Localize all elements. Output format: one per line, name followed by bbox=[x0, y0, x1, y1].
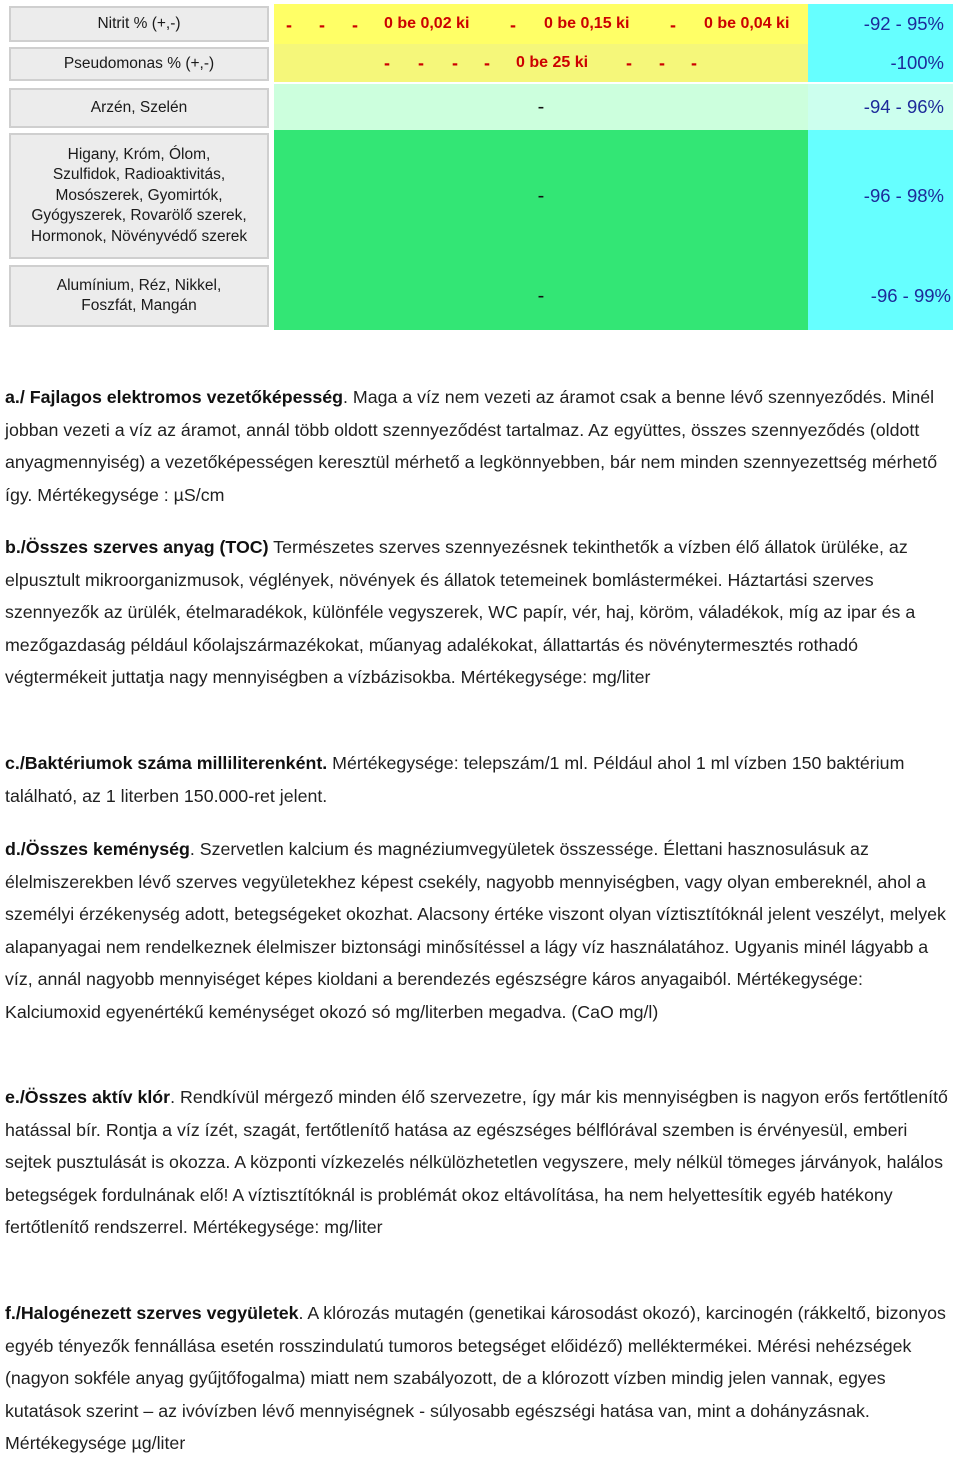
row-values-pseudomonas bbox=[274, 44, 808, 82]
section-prefix: d./ bbox=[5, 839, 26, 859]
section-title: Összes keménység bbox=[25, 839, 190, 859]
row-label-arzen: Arzén, Szelén bbox=[9, 88, 269, 128]
label-line: Gyógyszerek, Rovarölő szerek, bbox=[31, 207, 247, 225]
section-f bbox=[5, 1297, 955, 1460]
value-cell: - bbox=[670, 15, 676, 35]
section-prefix: b./ bbox=[5, 537, 26, 557]
row-values-arzen: - bbox=[274, 84, 808, 130]
value-cell: - bbox=[484, 53, 490, 73]
value-cell: 0 be 25 ki bbox=[516, 54, 589, 71]
reduction-pct: -92 - 95% bbox=[808, 4, 953, 44]
section-body: . Rendkívül mérgező minden élő szervezetre, így már kis mennyiségben is nagyon erős fertőtlenítő hatással bír. Rontja a víz ízét, szagát, fertőtlenítő hatása az egészséges bélflórával szemben is érvényesül, emberi sejtek pusztulását is okozza. A központi vízkezelés nélkülözhetetlen vegyszere, mely nélkül tömeges járványok, halálos betegségek fordulnának elő! A víztisztítóknál is problémát okoz eltávolítása, ha nem helyettesítik egyéb hatékony fertőtlenítő rendszerrel. Mértékegysége: mg/liter bbox=[5, 1087, 948, 1237]
section-title: Baktériumok száma milliliterenként. bbox=[24, 753, 328, 773]
value-cell: 0 be 0,15 ki bbox=[544, 15, 630, 32]
section-prefix: a./ bbox=[5, 387, 30, 407]
section-a bbox=[5, 381, 955, 511]
value-cell: - bbox=[626, 53, 632, 73]
row-label-nitrit: Nitrit % (+,-) bbox=[9, 6, 269, 42]
row-values-heavy-metals: - bbox=[274, 130, 808, 262]
row-label-pseudomonas: Pseudomonas % (+,-) bbox=[9, 47, 269, 81]
value-cell: - bbox=[691, 53, 697, 73]
section-e bbox=[5, 1081, 955, 1244]
section-title: Összes szerves anyag (TOC) bbox=[25, 537, 269, 557]
label-line: Hormonok, Növényvédő szerek bbox=[30, 227, 248, 245]
section-title: Halogénezett szerves vegyületek bbox=[20, 1303, 299, 1323]
label-line: Mosószerek, Gyomirtók, bbox=[55, 186, 223, 204]
section-prefix: c./ bbox=[5, 753, 25, 773]
value-cell: - bbox=[352, 15, 358, 35]
value-cell: - bbox=[286, 15, 292, 35]
label-line: Alumínium, Réz, Nikkel, bbox=[56, 276, 222, 294]
row-values-nitrit bbox=[274, 4, 808, 44]
section-prefix: f./ bbox=[5, 1303, 21, 1323]
section-b bbox=[5, 531, 955, 694]
reduction-pct: -96 - 98% bbox=[808, 130, 953, 262]
section-body: . Szervetlen kalcium és magnéziumvegyületek összessége. Élettani hasznosulásuk az élelmiszerekben lévő szerves vegyületekhez képest csekély, nagyobb mennyiségben, vagy olyan embereknél, ahol a személyi érzékenység adott, betegségeket okozhat. Alacsony értéke viszont olyan víztisztítóknál jelent veszélyt, melyek alapanyagai nem rendelkeznek élelmiszer biztonsági minősítéssel a lágy víz használatához. Ugyanis minél lágyabb a víz, annál nagyobb mennyiséget képes kioldani a berendezés egészségre káros anyagaiból. Mértékegysége: Kalciumoxid egyenértékű keménységet okozó só mg/literben megadva. (CaO mg/l) bbox=[5, 839, 946, 1022]
value-cell: - bbox=[510, 15, 516, 35]
section-c bbox=[5, 747, 955, 812]
value-cell: - bbox=[384, 53, 390, 73]
section-body: Mértékegysége: telepszám/1 ml. Például ahol 1 ml vízben 150 baktérium található, az 1 literben 150.000-ret jelent. bbox=[5, 753, 905, 806]
row-label-aluminium bbox=[9, 265, 269, 327]
label-line: Szulfidok, Radioaktivitás, bbox=[52, 166, 226, 184]
reduction-pct: -100% bbox=[808, 44, 953, 82]
section-prefix: e./ bbox=[5, 1087, 25, 1107]
section-d bbox=[5, 833, 955, 1028]
reduction-pct: -96 - 99% bbox=[808, 262, 953, 330]
value-cell: - bbox=[418, 53, 424, 73]
section-body: Természetes szerves szennyezésnek tekinthetők a vízben élő állatok ürüléke, az elpusztult mikroorganizmusok, véglények, növények és állatok tetemeinek bomlástermékei. Háztartási szerves szennyezők az ürülék, ételmaradékok, különféle vegyszerek, WC papír, vér, haj, köröm, váladékok, míg az ipar és a mezőgazdaság például kőolajszármazékokat, műanyag adalékokat, állattartás és növénytermesztés rothadó végtermékeit juttatja nagy mennyiségben a vízbázisokba. Mértékegysége: mg/liter bbox=[5, 537, 916, 687]
section-title: Fajlagos elektromos vezetőképesség bbox=[29, 387, 344, 407]
section-body: . Maga a víz nem vezeti az áramot csak a benne lévő szennyeződés. Minél jobban vezeti a víz az áramot, annál több oldott szennyeződést tartalmaz. Az együttes, összes szennyeződés (oldott anyagmennyiség) a vezetőképességen keresztül mérhető a legkönnyebben, bár nem minden szennyezettség mérhető így. Mértékegysége : µS/cm bbox=[5, 387, 938, 505]
row-label-heavy-metals bbox=[9, 133, 269, 259]
value-cell: - bbox=[319, 15, 325, 35]
label-line: Higany, Króm, Ólom, bbox=[67, 145, 211, 163]
reduction-pct: -94 - 96% bbox=[808, 84, 953, 130]
water-filter-table bbox=[0, 0, 960, 335]
value-cell: 0 be 0,02 ki bbox=[384, 15, 470, 32]
label-line: Foszfát, Mangán bbox=[81, 297, 197, 314]
value-cell: - bbox=[452, 53, 458, 73]
row-values-aluminium: - bbox=[274, 262, 808, 330]
section-body: . A klórozás mutagén (genetikai károsodást okozó), karcinogén (rákkeltő, bizonyos egyéb tényezők fennállása esetén rosszindulatú tumoros betegséget előidéző) melléktermékei. Mérési nehézségek (nagyon sokféle anyag gyűjtőfogalma) miatt nem szabályozott, de a klórozott vízben mindig jelen vannak, egyes kutatások szerint – az ivóvízben lévő mennyiségnek - súlyosabb egészségi hatása van, mint a dohányzásnak. Mértékegysége µg/liter bbox=[5, 1303, 946, 1453]
value-cell: 0 be 0,04 ki bbox=[704, 15, 790, 32]
value-cell: - bbox=[659, 53, 665, 73]
section-title: Összes aktív klór bbox=[24, 1087, 171, 1107]
